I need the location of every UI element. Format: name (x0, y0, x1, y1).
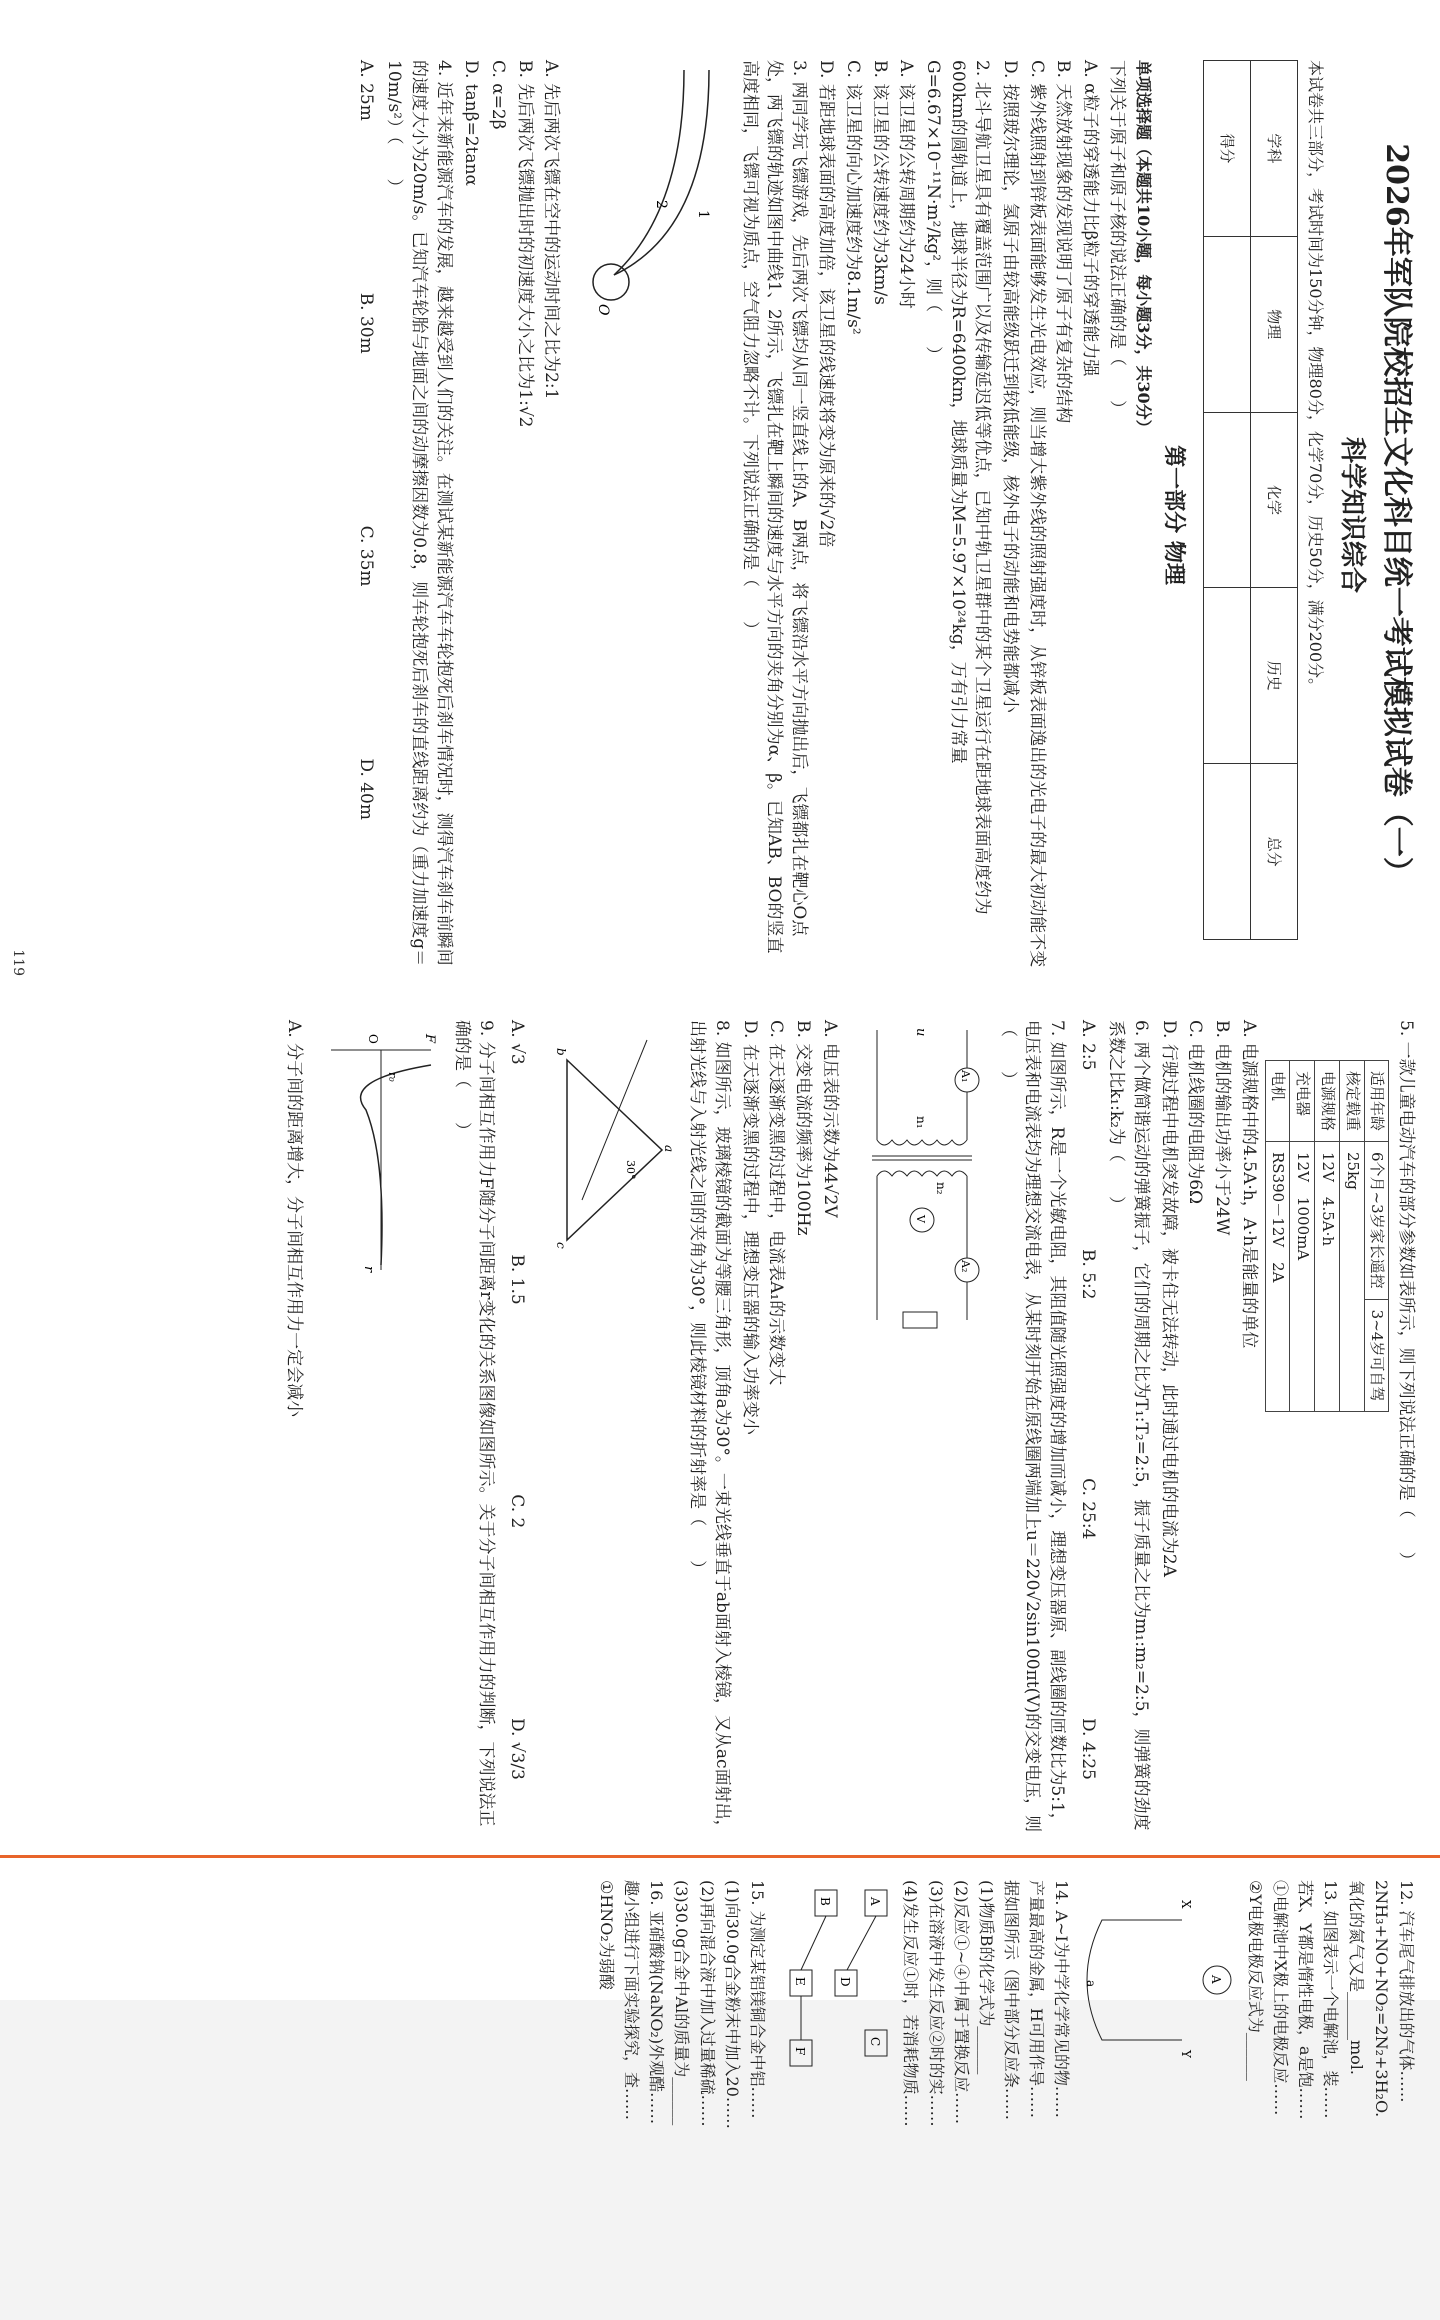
score-cell (1203, 412, 1250, 588)
meter-label: V (914, 1215, 928, 1223)
question-stem: 2. 北斗导航卫星具有覆盖范围广以及传输延迟低等优点，已知中轨卫星群中的某个卫星运行在距地球表面高度约为600km的圆轨道上，地球半径为R=6400km，地球质量为M=5.97×10²⁴kg，万有引力常量G=6.67×10⁻¹¹N·m²/kg²，则（ ） (923, 60, 993, 915)
flow-arrow (801, 1916, 826, 1970)
text-line: 若X、Y都是惰性电极，a是饱…… (1296, 1880, 1316, 2120)
flow-label: F (793, 2047, 808, 2056)
text-line: (1)物质B的化学式为______ (976, 1880, 996, 2075)
target-center-label: O (594, 304, 611, 316)
page-2-column (278, 1020, 1440, 1840)
option: A. 分子间的距离增大，分子间相互作用力一定会减小 (283, 1020, 304, 1418)
question-8 (504, 1020, 734, 1840)
spec-cell: 电源规格 (1315, 1061, 1340, 1142)
text-line: 趣小组进行下面实验探究，查…… (622, 1880, 642, 2121)
option: C. 紫外线照射到锌板表面能够发生光电效应，则当增大紫外线的照射强度时，从锌板表面逸出的光电子的最大初动能不变 (1026, 60, 1047, 968)
score-cell (1203, 764, 1250, 940)
axis-label-r: r (361, 1266, 377, 1273)
option: A. 先后两次飞镖在空中的运动时间之比为2:1 (541, 60, 562, 400)
option: C. 该卫星的向心加速度约为8.1m/s² (843, 60, 864, 335)
voltage-label: u (913, 1028, 929, 1037)
option: A. 电压表的示数为44√2V (819, 1020, 840, 1218)
option: A. √3 (507, 1020, 528, 1065)
secondary-coil (877, 1171, 967, 1176)
question-7 (737, 1020, 1069, 1840)
spec-cell: 12V 4.5A·h (1315, 1142, 1340, 1412)
vertex-label-a: a (661, 1145, 676, 1153)
option: D. 行驶过程中电机突发故障，被卡住无法转动，此时通过电机的电流为2A (1158, 1020, 1179, 1577)
target-circle (593, 264, 629, 300)
page-2 (0, 1000, 1440, 2000)
text-line: 14. A~I为中学化学常见的物…… (1052, 1880, 1072, 2118)
text-line: (3)在溶液中发生反应②时的实…… (926, 1880, 946, 2127)
text-line: ①电解池中X极上的电极反应…… (1271, 1880, 1291, 2116)
spec-row (1339, 1061, 1364, 1412)
photoresistor (903, 1312, 937, 1328)
question-stem: 7. 如图所示，R是一个光敏电阻，其阻值随光照强度的增加而减小，理想变压器原、副线圈的匝数比为5:1，电压表和电流表均为理想交流电表，从某时刻开始在原线圈两端加上u＝220√2sin100πt(V)的交变电压，则（ ） (997, 1020, 1068, 1833)
page-1 (0, 0, 1440, 1000)
flow-label: E (793, 1977, 808, 1986)
question-3 (459, 60, 811, 970)
question-stem: 8. 如图所示，玻璃棱镜的截面为等腰三角形，顶角a为30°。一束光线垂直于ab面射入棱镜，又从ac面射出，出射光线与入射光线之间的夹角为30°，则此棱镜材料的折射率是（ ） (687, 1020, 732, 1837)
text-line: 16. 亚硝酸钠(NaNO₂)外观酷…… (647, 1880, 667, 2125)
option: C. α=2β (488, 60, 509, 130)
option: A. 25m (355, 60, 376, 121)
text-line: ②Y电极电极反应式为______ (1245, 1880, 1265, 2081)
option: B. 5:2 (1077, 1248, 1098, 1300)
option: B. 该卫星的公转速度约为3km/s (869, 60, 890, 305)
spec-cell: 电机 (1265, 1061, 1290, 1142)
flow-arrow (847, 1916, 876, 1970)
option: B. 天然放射现象的发现说明了原子有复杂的结构 (1053, 60, 1074, 424)
option: D. 若距地球表面的高度加倍，该卫星的线速度将变为原来的√2倍 (816, 60, 837, 548)
question-stem: 5. 一款儿童电动汽车的部分参数如表所示，则下列说法正确的是（ ） (1396, 1020, 1416, 1569)
spec-cell: 充电器 (1290, 1061, 1315, 1142)
option: D. √3/3 (507, 1717, 528, 1780)
question-stem: 6. 两个做简谐运动的弹簧振子，它们的周期之比为T₁:T₂=2:5，振子质量之比为m₁:m₂=2:5，则弹簧的劲度系数之比k₁:k₂为（ ） (1106, 1020, 1152, 1831)
question-4 (353, 60, 456, 970)
score-cell (1203, 236, 1250, 412)
text-line: 氧化的氮气又是______mol. (1346, 1880, 1366, 2076)
question-stem: 9. 分子间相互作用力F随分子间距离r变化的关系图像如图所示。关于分子间相互作用力的判断，下列说法正确的是（ ） (451, 1020, 497, 1827)
spec-cell: 6个月~3岁家长遥控 (1364, 1142, 1389, 1300)
vertex-label-c: c (553, 1242, 568, 1249)
text-line: 产量最高的金属，H可用作导…… (1027, 1880, 1047, 2118)
score-cell (1203, 588, 1250, 764)
exam-title: 2026年军队院校招生文化科目统一考试模拟试卷（一） (1379, 143, 1414, 887)
solution-label: a (1083, 1980, 1098, 1988)
flow-label: A (868, 1897, 883, 1906)
exam-notice: 本试卷共三部分，考试时间为150分钟，物理80分，化学70分，历史50分，满分200分。 (1305, 60, 1325, 695)
flow-label: B (818, 1897, 833, 1906)
origin-label: O (366, 1034, 381, 1044)
prism-triangle (567, 1060, 662, 1240)
score-table (1203, 60, 1298, 940)
score-header-chemistry: 化学 (1250, 412, 1297, 588)
score-header-physics: 物理 (1250, 236, 1297, 412)
score-row-label: 得分 (1203, 61, 1250, 237)
text-line: 15. 为测定某铝镁铜合金中铝…… (748, 1880, 767, 2119)
score-header-history: 历史 (1250, 588, 1297, 764)
exam-subtitle: 科学知识综合 (1337, 436, 1368, 593)
option: B. 电机的输出功率小于24W (1211, 1020, 1232, 1236)
force-curve (361, 1065, 431, 1265)
option-row (353, 60, 378, 820)
spec-table (1265, 1060, 1390, 1412)
page-3-column (593, 1880, 1440, 2320)
reaction-flow-figure (777, 1880, 897, 2080)
transformer-circuit-figure (857, 1020, 987, 1340)
spec-cell: 适用年龄 (1364, 1061, 1389, 1142)
coil-label-n1: n₁ (914, 1116, 929, 1129)
meter-label: A₂ (959, 1260, 973, 1273)
primary-coil (877, 1140, 967, 1145)
option: B. 1.5 (507, 1254, 528, 1305)
spec-cell: 3~4岁可自驾 (1364, 1299, 1389, 1412)
option: D. 40m (355, 758, 376, 820)
option: D. 4:25 (1077, 1717, 1098, 1780)
spec-cell: 25kg (1339, 1142, 1364, 1412)
option: C. 2 (507, 1494, 528, 1529)
score-header-subject: 学科 (1250, 61, 1297, 237)
option: C. 在天逐渐变黑的过程中，电流表A₁的示数变大 (766, 1020, 787, 1386)
text-line: 13. 如图表示一个电解池，装…… (1321, 1880, 1341, 2119)
spec-cell: 核定载重 (1339, 1061, 1364, 1142)
option: A. 该卫星的公转周期约为24小时 (896, 60, 917, 309)
score-header-total: 总分 (1250, 764, 1297, 940)
dart-trajectory-figure (579, 60, 729, 320)
page-number: 119 (10, 949, 26, 976)
spec-row (1315, 1061, 1340, 1412)
curve-label-1: 1 (694, 210, 711, 219)
electrolysis-figure (1082, 1880, 1242, 2080)
option: A. α粒子的穿透能力比β粒子的穿透能力强 (1079, 60, 1100, 377)
electrode-x-label: X (1178, 1900, 1193, 1909)
section-heading: 单项选择题（本题共10小题，每小题3分，共30分） (1133, 60, 1153, 436)
option: C. 电机线圈的电阻为6Ω (1185, 1020, 1206, 1205)
spec-cell: 12V 1000mA (1290, 1142, 1315, 1412)
page-edge-line (0, 1855, 1440, 1858)
spec-row (1290, 1061, 1315, 1412)
question-6 (1075, 1020, 1153, 1840)
electrode-y-label: Y (1178, 2050, 1193, 2058)
question-5 (1156, 1020, 1418, 1840)
page-1-column (347, 60, 1440, 970)
option: B. 交变电流的频率为100Hz (792, 1020, 813, 1236)
light-ray (582, 1040, 647, 1200)
question-9 (281, 1020, 499, 1840)
question-stem: 4. 近年来新能源汽车的发展，越来越受到人们的关注。在测试某新能源汽车车轮抱死后刹车情况时，测得汽车刹车前瞬间的速度大小为20m/s。已知汽车轮胎与地面之间的动摩擦因数为0.8，则车轮抱死后刹车的直线距离约为（重力加速度g＝10m/s²）（ ） (384, 60, 454, 967)
molecular-force-graph (321, 1020, 441, 1280)
prism-figure (547, 1020, 677, 1280)
option-row (504, 1020, 529, 1780)
text-line: 12. 汽车尾气排放出的气体…… (1397, 1880, 1416, 2103)
axis-label-f: F (422, 1034, 438, 1044)
curve-label-2: 2 (652, 200, 669, 209)
flow-label: C (868, 2037, 883, 2047)
spec-cell: RS390－12V 2A (1265, 1142, 1290, 1412)
text-line: 据如图所示（图中部分反应条…… (1002, 1880, 1022, 2121)
trajectory-2 (614, 70, 684, 275)
text-line: (4)发生反应①时，若消耗物质…… (901, 1880, 921, 2127)
option-row (1075, 1020, 1100, 1780)
angle-label: 30° (623, 1160, 637, 1180)
option: B. 先后两次飞镖抛出时的初速度大小之比为1:√2 (514, 60, 535, 428)
question-stem: 3. 两同学玩飞镖游戏，先后两次飞镖均从同一竖直线上的A、B两点，将飞镖沿水平方向抛出后，飞镖都扎在靶心O点处，两飞镖的轨迹如图中曲线1、2所示，飞镖扎在靶上瞬间的速度与水平方向的夹角分别为α、β。已知AB、BO的竖直高度相同，飞镖可视为质点，空气阻力忽略不计。下列说法正确的是（ ） (739, 60, 809, 954)
u-tube (1087, 1920, 1182, 2040)
score-table-header-row (1250, 61, 1297, 940)
question-stem: 下列关于原子和原子核的说法正确的是（ ） (1106, 60, 1127, 417)
coil-label-n2: n₂ (934, 1182, 949, 1195)
option: D. 在天逐渐变黑的过程中，理想变压器的输入功率变小 (739, 1020, 760, 1435)
trajectory-1 (614, 70, 709, 275)
score-table-row (1203, 61, 1250, 940)
option: C. 25:4 (1077, 1478, 1098, 1540)
meter-label: A₁ (959, 1070, 973, 1083)
option: D. 按照玻尔理论，氢原子由较高能级跃迁到较低能级，核外电子的动能和电势能都减小 (999, 60, 1020, 713)
figure-label: A (1208, 1975, 1223, 1984)
part-title: 第一部分 物理 (1160, 445, 1187, 585)
text-line: 2NH₃+NO+NO₂=2N₂+3H₂O. (1371, 1880, 1391, 2118)
option: A. 2:5 (1077, 1020, 1098, 1071)
text-line: (1)向30.0g合金粉末中加入20…… (722, 1880, 742, 2129)
text-line: (2)再向混合液中加入过量稀硫…… (697, 1880, 717, 2127)
flow-label: D (838, 1977, 853, 1987)
question-1 (997, 60, 1128, 970)
question-2 (814, 60, 994, 970)
option: D. tanβ=2tanα (461, 60, 482, 187)
text-line: (2)反应①~④中属于置换反应…… (951, 1880, 971, 2125)
option: B. 30m (355, 292, 376, 354)
spec-row (1364, 1061, 1389, 1412)
text-line: (3)30.0g合金中Al的质量为______ (672, 1880, 692, 2126)
option: C. 35m (355, 525, 376, 587)
option: A. 电源规格中的4.5A·h，A·h是能量的单位 (1238, 1020, 1259, 1349)
r0-label: r₀ (386, 1072, 400, 1082)
text-line: ①HNO₂为弱酸 (596, 1880, 616, 1990)
spec-row (1265, 1061, 1290, 1412)
vertex-label-b: b (553, 1048, 568, 1056)
